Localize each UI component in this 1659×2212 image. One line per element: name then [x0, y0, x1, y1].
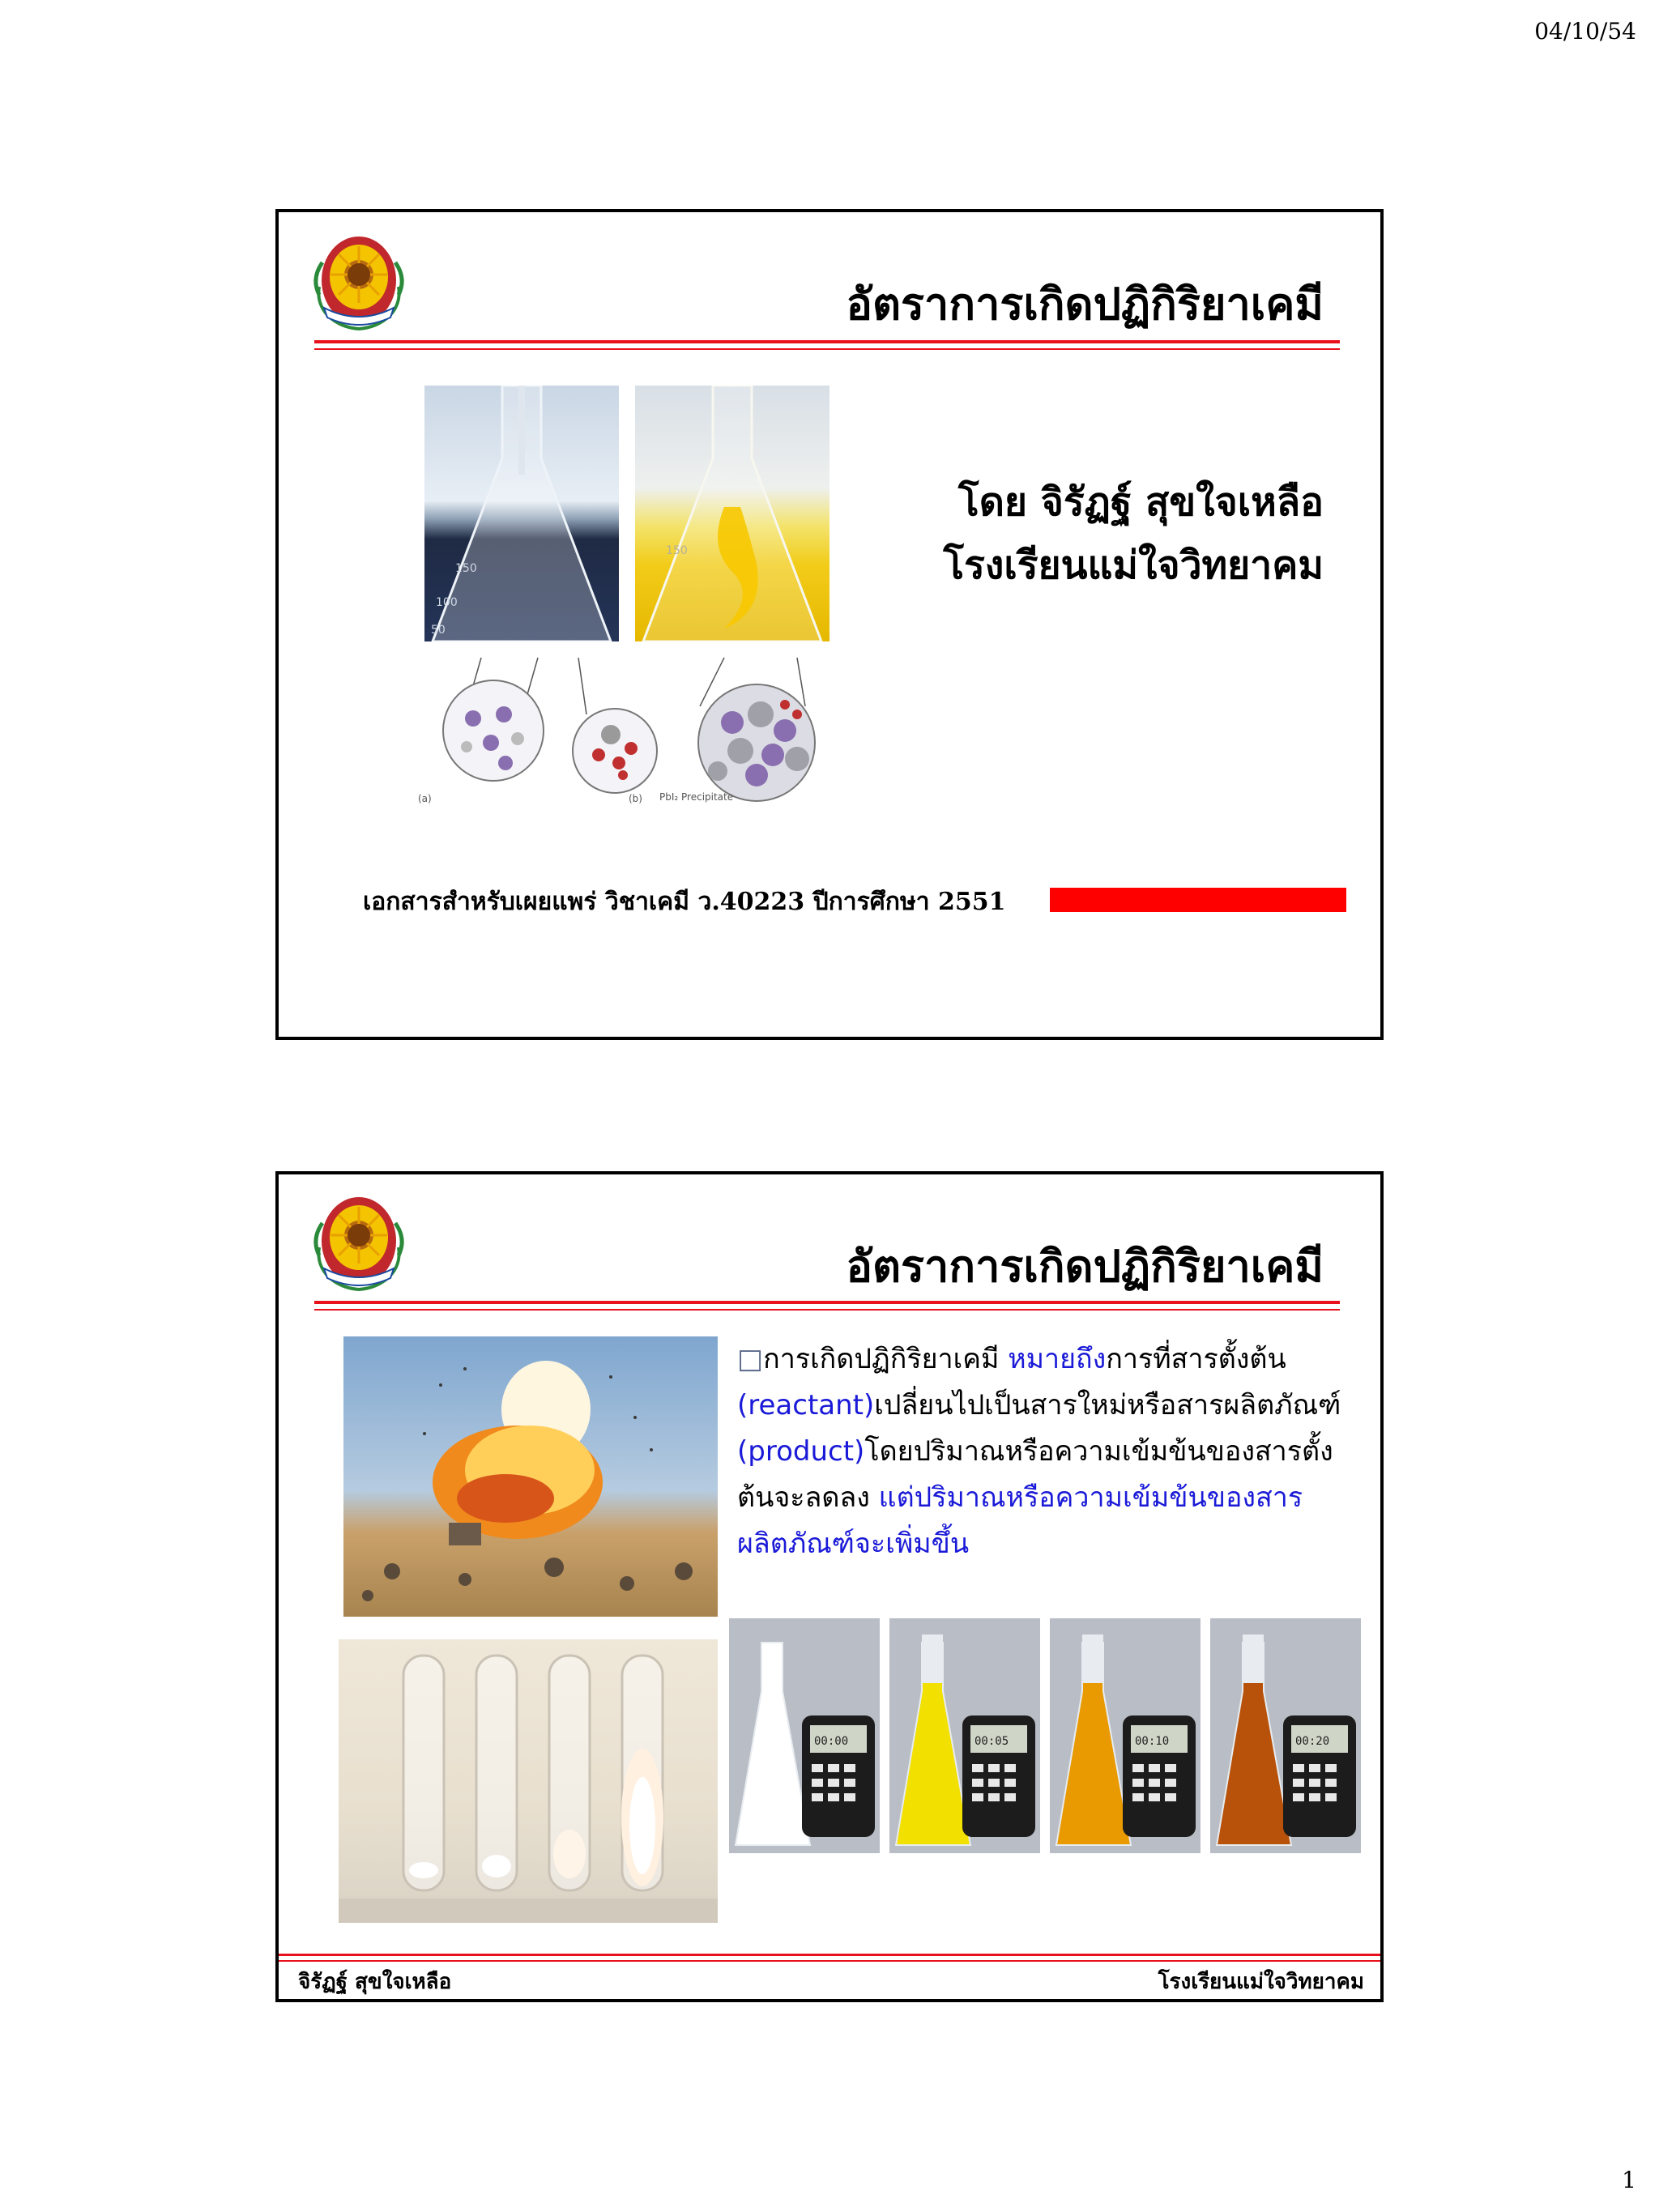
para-part-3: การที่สารตั้งต้น: [1106, 1343, 1286, 1375]
para-part-6: (product): [737, 1435, 865, 1468]
frame-1: [729, 1618, 880, 1853]
footer-rule-bottom: [279, 1960, 1380, 1962]
flask-a-photo: [424, 386, 619, 641]
slide-2: [275, 1171, 1384, 2002]
para-part-9: แต่ปริมาณหรือความเข้มข้นของสาร: [878, 1481, 1303, 1514]
para-part-7: โดยปริมาณหรือความเข้มข้นของสารตั้ง: [864, 1435, 1333, 1468]
footer-author: จิรัฏฐ์ สุขใจเหลือ: [298, 1970, 452, 1994]
title-rule-thin: [314, 348, 1340, 350]
figure-label-b: (b): [629, 793, 642, 803]
title-rule-thin: [314, 1309, 1340, 1311]
flask-b-photo: [635, 386, 830, 641]
para-part-1: การเกิดปฏิกิริยาเคมี: [763, 1343, 1009, 1375]
flask-a-mark-50: 50: [431, 624, 446, 637]
timer-readout-3: 00:10: [1135, 1735, 1170, 1748]
page-date: 04/10/54: [1534, 18, 1636, 45]
para-part-10: ผลิตภัณฑ์จะเพิ่มขึ้น: [737, 1528, 970, 1560]
document-note: เอกสารสำหรับเผยแพร่ วิชาเคมี ว.40223 ปีการศึกษา 2551: [363, 888, 1006, 916]
timer-readout-2: 00:05: [975, 1735, 1009, 1748]
footer-rule-top: [279, 1954, 1380, 1956]
test-tubes-photo: [339, 1639, 718, 1923]
explosion-photo: [343, 1336, 718, 1617]
definition-paragraph: [737, 1336, 1361, 1567]
school-logo: [311, 1191, 407, 1293]
timer-readout-4: 00:20: [1295, 1735, 1330, 1748]
reaction-sequence-photo: [729, 1618, 1361, 1853]
footer-school: โรงเรียนแม่ใจวิทยาคม: [1158, 1970, 1364, 1994]
slide-1: [275, 209, 1384, 1040]
para-part-5: เปลี่ยนไปเป็นสารใหม่หรือสารผลิตภัณฑ์: [874, 1389, 1341, 1421]
author-line: โดย จิรัฏฐ์ สุขใจเหลือ: [957, 479, 1324, 525]
flask-a-mark-150: 150: [455, 562, 477, 575]
frame-2: [889, 1618, 1040, 1853]
school-line: โรงเรียนแม่ใจวิทยาคม: [943, 543, 1324, 588]
precipitate-label: PbI₂ Precipitate: [659, 791, 734, 803]
flask-a-mark-100: 100: [436, 596, 458, 609]
timer-readout-1: 00:00: [814, 1735, 849, 1748]
flask-b-mark-150: 150: [666, 544, 688, 557]
slide-2-title: อัตราการเกิดปฏิกิริยาเคมี: [846, 1241, 1324, 1292]
para-part-2: หมายถึง: [1008, 1343, 1107, 1375]
frame-3: [1050, 1618, 1201, 1853]
para-part-4: (reactant): [737, 1389, 875, 1421]
title-rule: [314, 1301, 1340, 1304]
red-accent-bar: [1050, 888, 1346, 912]
page-number: 1: [1622, 2167, 1636, 2193]
bullet-square-icon: □: [737, 1343, 764, 1375]
figure-label-a: (a): [418, 793, 432, 803]
frame-4: [1210, 1618, 1361, 1853]
school-logo: [311, 230, 407, 332]
title-rule: [314, 340, 1340, 343]
molecular-diagram: [416, 641, 870, 803]
para-part-8: ต้นจะลดลง: [737, 1481, 879, 1514]
slide-1-title: อัตราการเกิดปฏิกิริยาเคมี: [846, 279, 1324, 330]
